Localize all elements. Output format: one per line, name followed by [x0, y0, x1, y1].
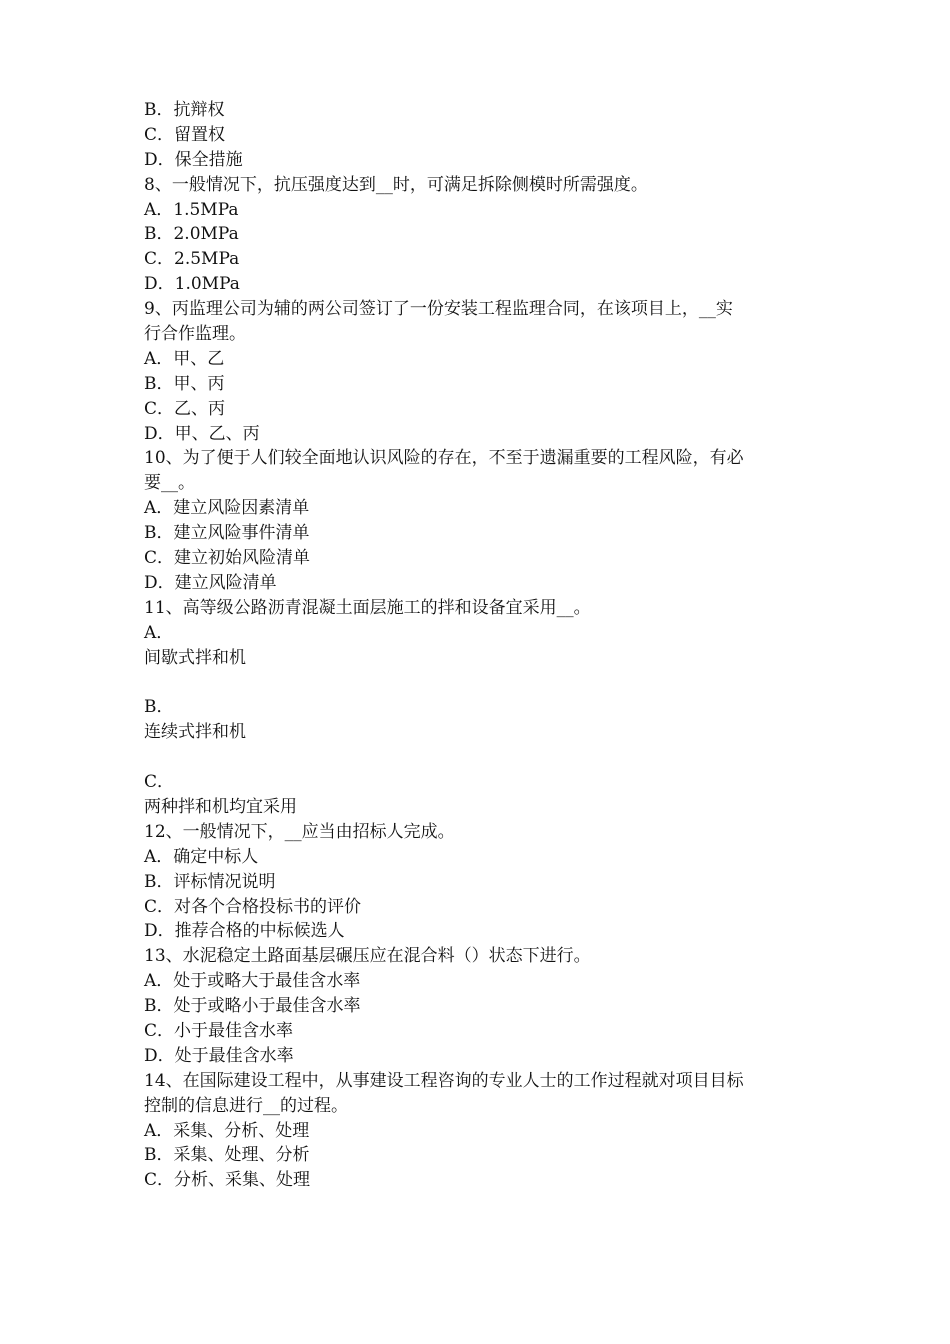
option-text: 两种拌和机均宜采用 [144, 796, 297, 817]
option-line: D．保全措施 [144, 149, 243, 170]
question-line: 11、高等级公路沥青混凝土面层施工的拌和设备宜采用__。 [144, 597, 591, 618]
option-line: A．1.5MPa [144, 199, 239, 220]
blank-line [144, 670, 816, 695]
option-line: D．甲、乙、丙 [144, 423, 260, 444]
option-line: A．确定中标人 [144, 846, 259, 867]
option-line: C．对各个合格投标书的评价 [144, 896, 362, 917]
document-body [144, 98, 816, 1193]
option-text: 间歇式拌和机 [144, 647, 246, 668]
option-line: C．乙、丙 [144, 398, 226, 419]
option-line: B．甲、丙 [144, 373, 225, 394]
option-label: B． [144, 697, 174, 718]
option-line: C．2.5MPa [144, 249, 240, 270]
option-line: A．建立风险因素清单 [144, 498, 310, 519]
question-line: 8、一般情况下，抗压强度达到__时，可满足拆除侧模时所需强度。 [144, 174, 648, 195]
option-line: C．留置权 [144, 124, 226, 145]
option-line: D．建立风险清单 [144, 572, 277, 593]
option-line: D．处于最佳含水率 [144, 1045, 294, 1066]
question-line: 12、一般情况下，__应当由招标人完成。 [144, 821, 455, 842]
option-line: C．小于最佳含水率 [144, 1020, 294, 1041]
option-line: B．2.0MPa [144, 224, 239, 245]
option-line: B．评标情况说明 [144, 871, 276, 892]
option-line: D．推荐合格的中标候选人 [144, 921, 345, 942]
option-line: D．1.0MPa [144, 274, 240, 295]
option-line: C．建立初始风险清单 [144, 548, 311, 569]
option-label: C． [144, 772, 175, 793]
question-line: 要__。 [144, 473, 195, 494]
question-line: 控制的信息进行__的过程。 [144, 1095, 348, 1116]
option-line: A．甲、乙 [144, 348, 225, 369]
option-line: B．抗辩权 [144, 100, 225, 120]
question-line: 13、水泥稳定土路面基层碾压应在混合料（）状态下进行。 [144, 946, 591, 967]
option-label: A． [144, 622, 174, 643]
question-line: 10、为了便于人们较全面地认识风险的存在，不至于遗漏重要的工程风险，有必 [144, 448, 744, 469]
question-line: 行合作监理。 [144, 324, 246, 345]
option-line: B．建立风险事件清单 [144, 523, 310, 544]
option-line: A．采集、分析、处理 [144, 1120, 310, 1141]
question-line: 14、在国际建设工程中，从事建设工程咨询的专业人士的工作过程就对项目目标 [144, 1070, 744, 1091]
option-line: B．采集、处理、分析 [144, 1145, 310, 1166]
question-line: 9、丙监理公司为辅的两公司签订了一份安装工程监理合同，在该项目上，__实 [144, 299, 733, 320]
option-line: C．分析、采集、处理 [144, 1170, 311, 1191]
option-line: B．处于或略小于最佳含水率 [144, 996, 361, 1017]
option-text: 连续式拌和机 [144, 722, 246, 743]
option-line: A．处于或略大于最佳含水率 [144, 971, 361, 992]
blank-line [144, 745, 816, 770]
